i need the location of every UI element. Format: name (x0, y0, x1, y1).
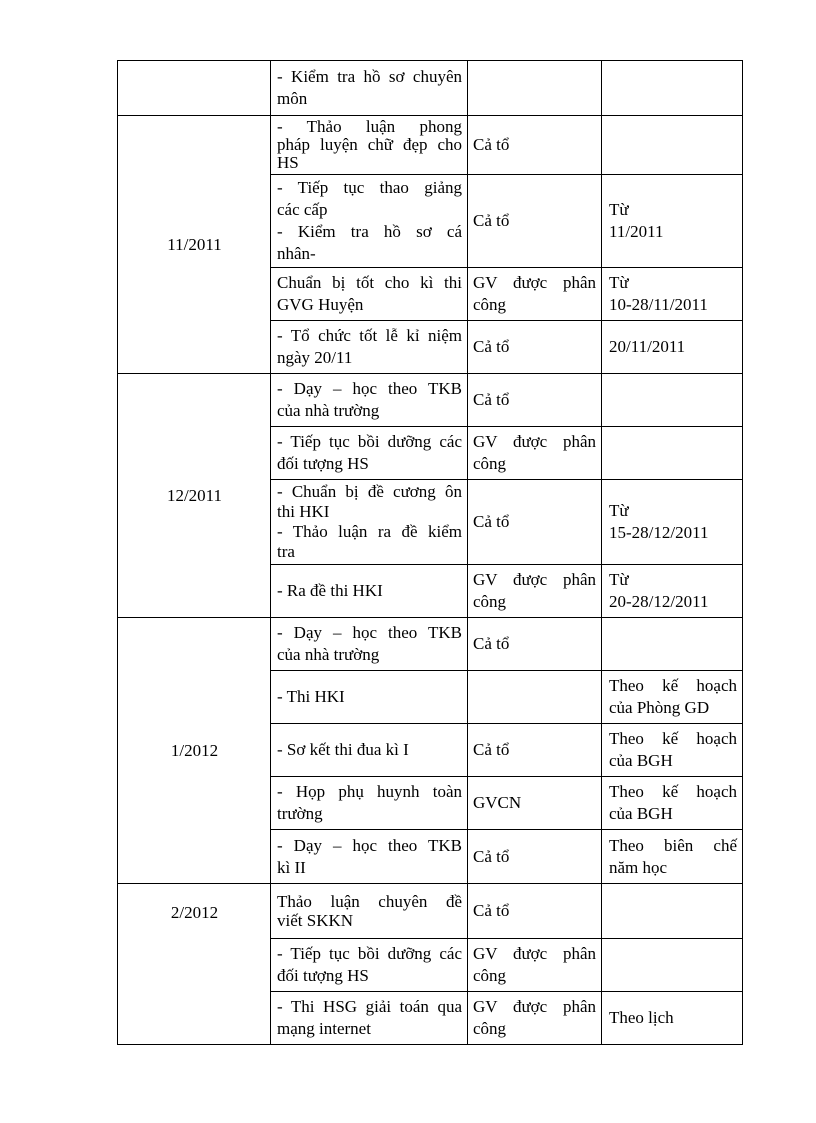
time-text: 20-28/12/2011 (609, 592, 709, 611)
task-text: đối tượng HS (277, 966, 369, 985)
time-cell (602, 116, 743, 175)
task-cell (271, 116, 468, 175)
time-text: 11/2011 (609, 222, 664, 241)
task-cell (271, 175, 468, 268)
task-text: GVG Huyện (277, 295, 364, 314)
task-text: - Dạy – học theo TKB (277, 835, 462, 855)
responsible-cell (468, 427, 602, 480)
responsible-cell (468, 671, 602, 724)
task-text: - Dạy – học theo TKB (277, 623, 462, 642)
responsible-cell (468, 565, 602, 618)
task-text: trường (277, 804, 323, 823)
task-text: - Thi HSG giải toán qua (277, 997, 462, 1016)
task-text: - Sơ kết thi đua kì I (277, 740, 409, 759)
time-text: 15-28/12/2011 (609, 523, 709, 542)
time-cell (602, 480, 743, 565)
task-cell (271, 618, 468, 671)
responsible-text: GV được phân (473, 273, 596, 292)
task-text: tra (277, 542, 295, 561)
month-cell (118, 61, 271, 116)
task-text: các cấp (277, 200, 328, 219)
task-cell (271, 61, 468, 116)
time-cell (602, 268, 743, 321)
time-text: Theo kế hoạch (609, 676, 737, 695)
table-row (118, 374, 743, 427)
task-cell (271, 671, 468, 724)
responsible-text: GV được phân (473, 570, 596, 589)
time-cell (602, 321, 743, 374)
task-text: - Tiếp tục thao giảng (277, 178, 462, 197)
responsible-text: GV được phân (473, 997, 596, 1016)
plan-table (117, 60, 743, 1045)
task-text: Chuẩn bị tốt cho kì thi (277, 273, 462, 292)
responsible-cell (468, 992, 602, 1045)
task-text: - Tiếp tục bồi dưỡng các (277, 944, 462, 963)
task-text: môn (277, 89, 308, 108)
time-text: Từ (609, 200, 629, 219)
time-cell (602, 618, 743, 671)
time-text: Theo biên chế (609, 835, 737, 855)
time-cell (602, 992, 743, 1045)
task-cell (271, 427, 468, 480)
task-text: - Tổ chức tốt lễ kỉ niệm (277, 326, 462, 345)
time-text: 10-28/11/2011 (609, 295, 708, 314)
task-cell (271, 724, 468, 777)
time-cell (602, 939, 743, 992)
time-text: năm học (609, 857, 668, 877)
time-text: của Phòng GD (609, 698, 710, 717)
task-text: - Tiếp tục bồi dưỡng các (277, 432, 462, 451)
task-text: của nhà trường (277, 401, 380, 420)
month-cell: 12/2011 (118, 374, 271, 618)
task-cell (271, 992, 468, 1045)
time-text: Từ (609, 570, 629, 589)
time-cell (602, 830, 743, 884)
time-text: của BGH (609, 751, 673, 770)
responsible-cell: Cả tổ (468, 724, 602, 777)
time-cell (602, 427, 743, 480)
month-cell: 11/2011 (118, 116, 271, 374)
task-text: - Kiểm tra hồ sơ cá (277, 222, 462, 241)
time-cell (602, 374, 743, 427)
task-cell (271, 480, 468, 565)
task-text: - Chuẩn bị đề cương ôn (277, 482, 462, 501)
task-cell (271, 374, 468, 427)
responsible-text: công (473, 966, 507, 985)
responsible-cell: Cả tổ (468, 884, 602, 939)
time-text: Từ (609, 501, 629, 520)
task-text: của nhà trường (277, 645, 380, 664)
responsible-text: công (473, 454, 507, 473)
task-cell (271, 321, 468, 374)
table-row (118, 884, 743, 939)
responsible-text: GV được phân (473, 944, 596, 963)
responsible-text: công (473, 592, 507, 611)
table-row (118, 116, 743, 175)
responsible-text: công (473, 1019, 507, 1038)
task-text: - Dạy – học theo TKB (277, 379, 462, 398)
task-cell (271, 830, 468, 884)
responsible-cell: Cả tổ (468, 618, 602, 671)
time-text: Từ (609, 273, 629, 292)
task-text: nhân- (277, 244, 316, 263)
time-cell (602, 724, 743, 777)
responsible-cell: Cả tổ (468, 116, 602, 175)
task-text: - Kiểm tra hồ sơ chuyên (277, 67, 462, 86)
task-text: - Thảo luận phong (277, 117, 462, 136)
task-text: Thảo luận chuyên đề (277, 892, 462, 911)
responsible-cell (468, 61, 602, 116)
responsible-cell (468, 939, 602, 992)
responsible-cell: Cả tổ (468, 175, 602, 268)
time-cell (602, 61, 743, 116)
time-text: Theo kế hoạch (609, 782, 737, 801)
task-text: ngày 20/11 (277, 348, 353, 367)
task-text: - Thảo luận ra đề kiểm (277, 522, 462, 541)
time-text: Theo lịch (609, 1008, 674, 1027)
task-text: - Ra đề thi HKI (277, 581, 383, 600)
responsible-cell: GVCN (468, 777, 602, 830)
time-cell (602, 565, 743, 618)
time-text: 20/11/2011 (609, 337, 686, 356)
task-cell (271, 777, 468, 830)
responsible-cell (468, 268, 602, 321)
time-text: của BGH (609, 804, 673, 823)
task-text: - Thi HKI (277, 687, 345, 706)
responsible-cell: Cả tổ (468, 830, 602, 884)
task-text: viết SKKN (277, 911, 354, 930)
time-cell (602, 884, 743, 939)
responsible-text: công (473, 295, 507, 314)
task-text: pháp luyện chữ đẹp cho (277, 135, 462, 154)
time-cell (602, 777, 743, 830)
responsible-cell: Cả tổ (468, 480, 602, 565)
month-cell: 1/2012 (118, 618, 271, 884)
time-text: Theo kế hoạch (609, 729, 737, 748)
table-row (118, 61, 743, 116)
task-text: đối tượng HS (277, 454, 369, 473)
task-text: HS (277, 153, 299, 172)
task-cell (271, 939, 468, 992)
responsible-text: GV được phân (473, 432, 596, 451)
task-text: thi HKI (277, 502, 330, 521)
task-text: - Họp phụ huynh toàn (277, 782, 462, 801)
time-cell (602, 671, 743, 724)
responsible-cell: Cả tổ (468, 374, 602, 427)
table-row (118, 618, 743, 671)
month-cell: 2/2012 (118, 884, 271, 1045)
task-cell (271, 884, 468, 939)
task-text: mạng internet (277, 1019, 371, 1038)
task-cell (271, 565, 468, 618)
time-cell (602, 175, 743, 268)
responsible-cell: Cả tổ (468, 321, 602, 374)
task-text: kì II (277, 857, 306, 877)
task-cell (271, 268, 468, 321)
